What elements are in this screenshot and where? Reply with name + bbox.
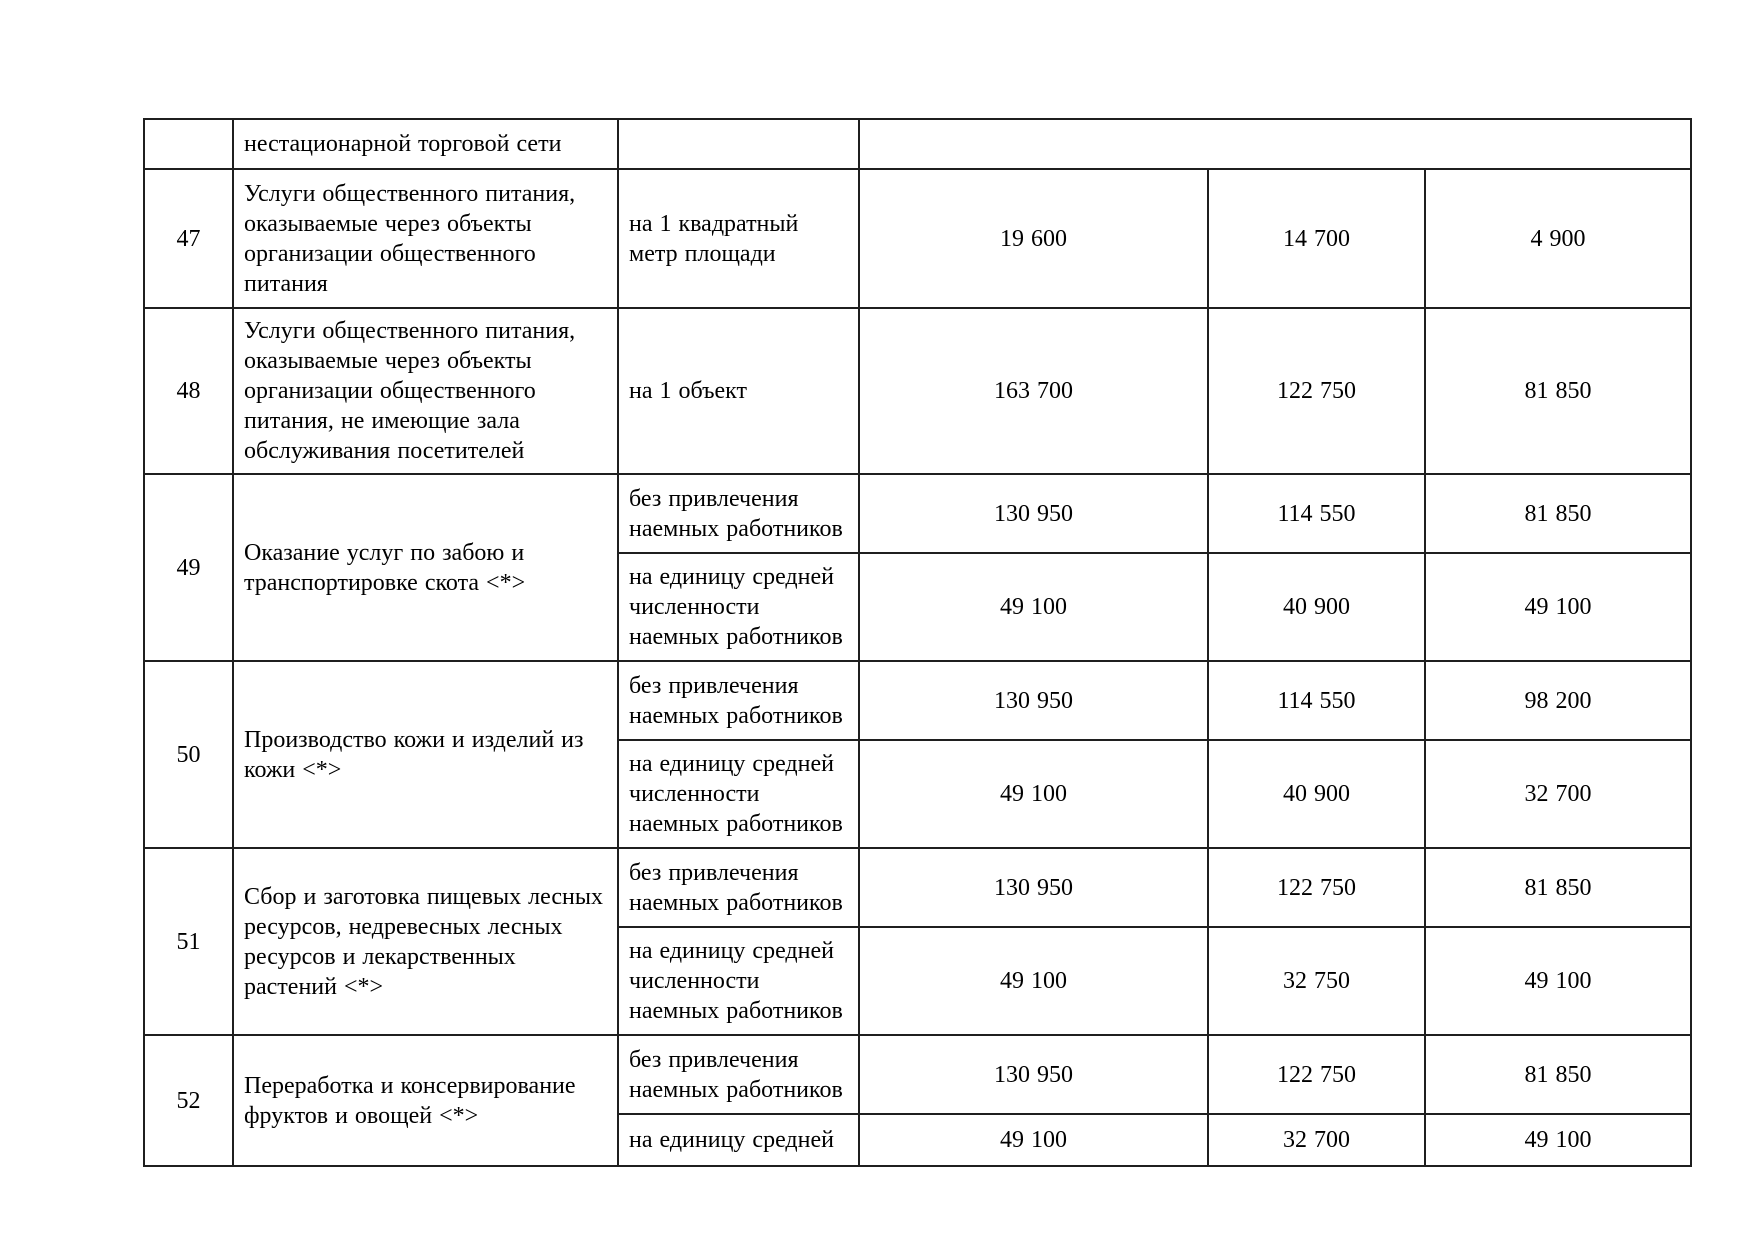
row-50b-value-1: 49 100 — [859, 740, 1208, 848]
row-51a-value-3: 81 850 — [1425, 848, 1691, 927]
row-51-description: Сбор и заготовка пищевых лесных ресурсов, недревесных лесных ресурсов и лекарственных растений <*> — [233, 848, 618, 1035]
cont-values-merged-cell — [859, 119, 1691, 169]
row-52a-value-1: 130 950 — [859, 1035, 1208, 1114]
row-50-indicator-1: без привлечения наемных работников — [618, 661, 859, 740]
row-49-indicator-1: без привлечения наемных работников — [618, 474, 859, 553]
row-51b-value-2: 32 750 — [1208, 927, 1425, 1035]
row-52b-value-2: 32 700 — [1208, 1114, 1425, 1166]
row-52a-value-3: 81 850 — [1425, 1035, 1691, 1114]
cont-indicator-cell — [618, 119, 859, 169]
row-49-number: 49 — [144, 474, 233, 661]
row-51a-value-2: 122 750 — [1208, 848, 1425, 927]
table-row-48 — [144, 308, 1691, 474]
row-51-number: 51 — [144, 848, 233, 1035]
row-47-value-2: 14 700 — [1208, 169, 1425, 308]
row-48-number: 48 — [144, 308, 233, 474]
row-48-indicator: на 1 объект — [618, 308, 859, 474]
row-50b-value-2: 40 900 — [1208, 740, 1425, 848]
cont-number-cell — [144, 119, 233, 169]
row-52-indicator-1: без привлечения наемных работников — [618, 1035, 859, 1114]
row-47-value-3: 4 900 — [1425, 169, 1691, 308]
row-52b-value-3: 49 100 — [1425, 1114, 1691, 1166]
row-50-number: 50 — [144, 661, 233, 848]
row-49b-value-2: 40 900 — [1208, 553, 1425, 661]
row-49b-value-1: 49 100 — [859, 553, 1208, 661]
table-row-47 — [144, 169, 1691, 308]
table-row-49a — [144, 474, 1691, 553]
row-52-number: 52 — [144, 1035, 233, 1166]
row-49b-value-3: 49 100 — [1425, 553, 1691, 661]
table-row-50a — [144, 661, 1691, 740]
row-47-value-1: 19 600 — [859, 169, 1208, 308]
row-48-value-2: 122 750 — [1208, 308, 1425, 474]
row-50a-value-1: 130 950 — [859, 661, 1208, 740]
row-50a-value-3: 98 200 — [1425, 661, 1691, 740]
row-49-indicator-2: на единицу средней численности наемных работников — [618, 553, 859, 661]
row-52b-value-1: 49 100 — [859, 1114, 1208, 1166]
row-47-description: Услуги общественного питания, оказываемые через объекты организации общественного питания — [233, 169, 618, 308]
row-49-description: Оказание услуг по забою и транспортировке скота <*> — [233, 474, 618, 661]
row-48-value-3: 81 850 — [1425, 308, 1691, 474]
row-51a-value-1: 130 950 — [859, 848, 1208, 927]
row-52a-value-2: 122 750 — [1208, 1035, 1425, 1114]
row-51b-value-1: 49 100 — [859, 927, 1208, 1035]
income-table — [143, 118, 1692, 1167]
row-50a-value-2: 114 550 — [1208, 661, 1425, 740]
row-50-description: Производство кожи и изделий из кожи <*> — [233, 661, 618, 848]
cont-description-cell: нестационарной торговой сети — [233, 119, 618, 169]
row-49a-value-2: 114 550 — [1208, 474, 1425, 553]
table-row-51a — [144, 848, 1691, 927]
row-51b-value-3: 49 100 — [1425, 927, 1691, 1035]
row-51-indicator-2: на единицу средней численности наемных работников — [618, 927, 859, 1035]
row-47-indicator: на 1 квадратный метр площади — [618, 169, 859, 308]
row-47-number: 47 — [144, 169, 233, 308]
row-48-value-1: 163 700 — [859, 308, 1208, 474]
row-51-indicator-1: без привлечения наемных работников — [618, 848, 859, 927]
table-row-52a — [144, 1035, 1691, 1114]
row-49a-value-1: 130 950 — [859, 474, 1208, 553]
row-50b-value-3: 32 700 — [1425, 740, 1691, 848]
row-52-indicator-2: на единицу средней — [618, 1114, 859, 1166]
table-row-continuation — [144, 119, 1691, 169]
row-52-description: Переработка и консервирование фруктов и овощей <*> — [233, 1035, 618, 1166]
row-50-indicator-2: на единицу средней численности наемных работников — [618, 740, 859, 848]
row-49a-value-3: 81 850 — [1425, 474, 1691, 553]
row-48-description: Услуги общественного питания, оказываемые через объекты организации общественного питания, не имеющие зала обслуживания посетителей — [233, 308, 618, 474]
